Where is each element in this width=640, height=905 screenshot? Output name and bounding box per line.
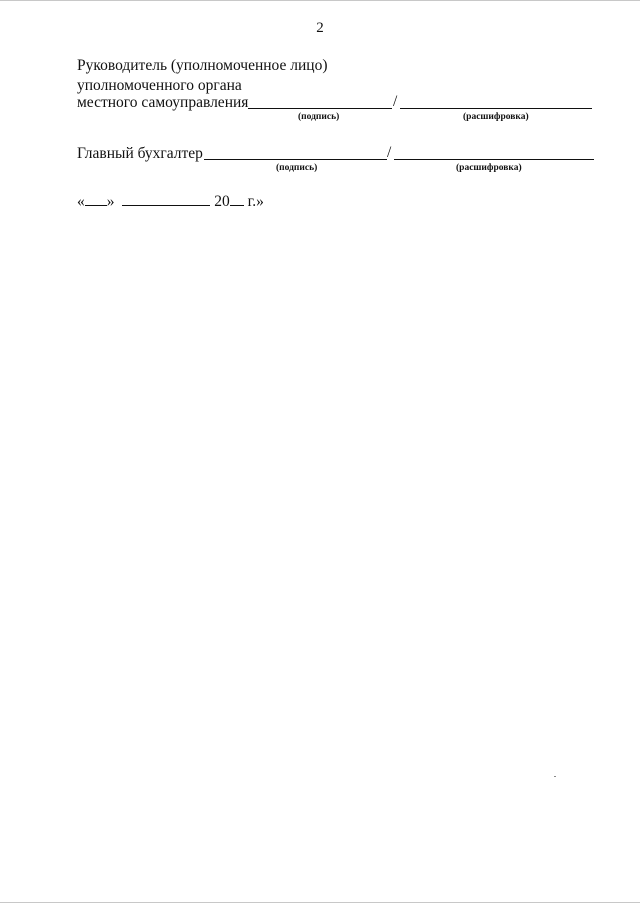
month-blank xyxy=(122,205,210,206)
accountant-signature-line xyxy=(204,159,387,160)
year-blank xyxy=(230,205,244,206)
accountant-decoding-caption: (расшифровка) xyxy=(456,163,522,173)
accountant-label: Главный бухгалтер xyxy=(77,145,203,162)
head-title-line-2: уполномоченного органа xyxy=(77,77,242,94)
date-line xyxy=(77,193,264,211)
head-title-line-1: Руководитель (уполномоченное лицо) xyxy=(77,57,328,74)
date-close-quote: » xyxy=(106,193,115,210)
year-suffix: г.» xyxy=(247,193,264,210)
head-decoding-line xyxy=(400,108,592,109)
head-signature-line xyxy=(248,108,392,109)
year-prefix: 20 xyxy=(214,193,230,210)
page-top-edge xyxy=(0,0,640,1)
head-signature-caption: (подпись) xyxy=(298,112,340,122)
head-decoding-caption: (расшифровка) xyxy=(463,112,529,122)
day-blank xyxy=(85,205,107,206)
accountant-separator: / xyxy=(387,144,392,161)
date-open-quote: « xyxy=(77,193,85,210)
head-title-line-3: местного самоуправления xyxy=(77,94,249,111)
page-bottom-edge xyxy=(0,902,640,903)
head-separator: / xyxy=(393,93,398,110)
accountant-signature-caption: (подпись) xyxy=(276,163,318,173)
accountant-decoding-line xyxy=(394,159,594,160)
scan-speck xyxy=(554,776,556,777)
page-number: 2 xyxy=(316,20,324,36)
